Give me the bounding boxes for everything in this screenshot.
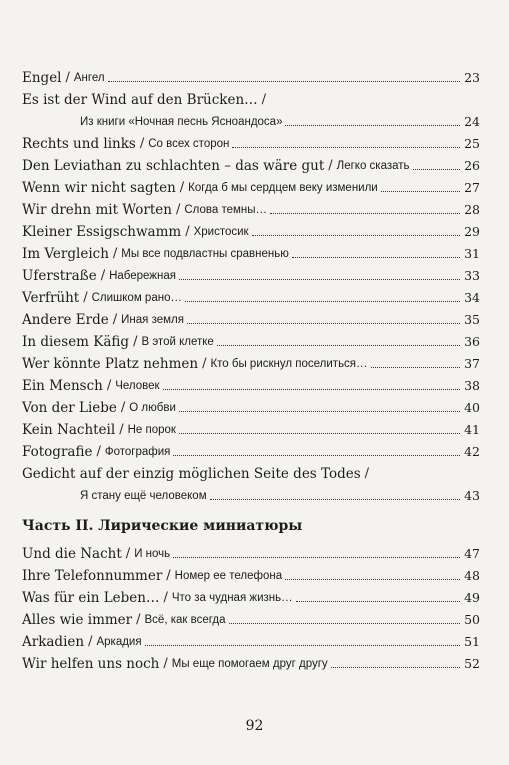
entry-page-number: 40 — [464, 400, 480, 415]
entry-page-number: 52 — [464, 656, 480, 671]
entry-separator: / — [83, 290, 88, 305]
entry-russian-title: Не порок — [127, 424, 176, 436]
toc-entry — [22, 130, 480, 152]
entry-german-title: Ein Mensch — [22, 378, 103, 394]
toc-entry — [22, 328, 480, 350]
entry-separator: / — [133, 334, 138, 349]
entry-russian-title: Христосик — [193, 226, 249, 238]
leader-dots — [296, 601, 460, 602]
entry-german-title: Wer könnte Platz nehmen — [22, 356, 199, 372]
leader-dots — [173, 455, 460, 456]
entry-separator: / — [125, 546, 131, 561]
entry-german-title: Kein Nachteil — [22, 422, 116, 438]
entry-separator: / — [163, 590, 168, 605]
table-of-contents — [22, 64, 480, 672]
entry-page-number: 43 — [464, 488, 480, 503]
leader-dots — [229, 623, 460, 624]
toc-entry — [22, 218, 480, 240]
entry-russian-title: Слова темны… — [184, 204, 268, 216]
entry-page-number: 27 — [464, 180, 480, 195]
entry-separator: / — [88, 634, 93, 649]
toc-entry — [22, 86, 480, 130]
leader-dots — [285, 125, 460, 126]
toc-entry — [22, 606, 480, 628]
entry-russian-title: Ангел — [73, 72, 105, 84]
leader-dots — [163, 389, 460, 390]
entry-page-number: 42 — [464, 444, 480, 459]
toc-entry — [22, 460, 480, 504]
leader-dots — [185, 301, 460, 302]
entry-russian-title: И ночь — [134, 548, 171, 560]
toc-entry — [22, 562, 480, 584]
toc-entry — [22, 174, 480, 196]
leader-dots — [217, 345, 460, 346]
leader-dots — [179, 279, 460, 280]
entry-page-number: 41 — [464, 422, 480, 437]
entry-separator: / — [136, 612, 141, 627]
entry-page-number: 50 — [464, 612, 480, 627]
entry-russian-title: Кто бы рискнул поселиться… — [210, 358, 368, 370]
entry-page-number: 36 — [464, 334, 480, 349]
toc-entry — [22, 152, 480, 174]
entry-german-title: Andere Erde — [22, 312, 109, 328]
entry-page-number: 49 — [464, 590, 480, 605]
entry-page-number: 29 — [464, 224, 480, 239]
entry-russian-title: Я стану ещё человеком — [80, 490, 207, 502]
leader-dots — [210, 499, 460, 500]
entry-german-title: Kleiner Essigschwamm — [22, 224, 182, 240]
entry-german-title: Verfrüht — [22, 290, 80, 306]
entry-page-number: 23 — [464, 70, 480, 85]
toc-entry — [22, 350, 480, 372]
leader-dots — [252, 235, 460, 236]
toc-entry — [22, 438, 480, 460]
entry-separator: / — [96, 444, 101, 459]
entry-russian-title: Легко сказать — [336, 160, 410, 172]
entry-separator: / — [120, 400, 126, 415]
entry-german-title: Und die Nacht — [22, 546, 122, 562]
toc-entry — [22, 650, 480, 672]
entry-russian-title: Слишком рано… — [91, 292, 182, 304]
leader-dots — [292, 257, 460, 258]
entry-page-number: 47 — [464, 546, 480, 561]
entry-russian-title: Когда б мы сердцем веку изменили — [188, 182, 378, 194]
entry-separator: / — [163, 656, 168, 671]
entry-separator: / — [175, 202, 181, 217]
entry-russian-title: Что за чудная жизнь… — [171, 592, 293, 604]
entry-german-title: In diesem Käfig — [22, 334, 130, 350]
toc-entry — [22, 628, 480, 650]
entry-separator: / — [112, 246, 118, 261]
section-heading: Часть II. Лирические миниатюры — [22, 518, 303, 534]
entry-page-number: 34 — [464, 290, 480, 305]
entry-page-number: 37 — [464, 356, 480, 371]
entry-russian-title: Номер ее телефона — [174, 570, 283, 582]
entry-russian-title: В этой клетке — [141, 336, 214, 348]
toc-entry — [22, 540, 480, 562]
entry-page-number: 31 — [464, 246, 480, 261]
entry-german-title: Gedicht auf der einzig möglichen Seite des Todes — [22, 466, 361, 482]
toc-entry — [22, 240, 480, 262]
leader-dots — [145, 645, 460, 646]
entry-page-number: 24 — [464, 114, 480, 129]
entry-russian-title: Из книги «Ночная песнь Ясноандоса» — [80, 116, 283, 128]
leader-dots — [270, 213, 460, 214]
entry-german-title: Wir helfen uns noch — [22, 656, 160, 672]
toc-entry — [22, 372, 480, 394]
entry-separator: / — [261, 92, 267, 107]
entry-russian-title: Мы все подвластны сравненью — [121, 248, 289, 260]
entry-separator: / — [106, 378, 112, 393]
page-number: 92 — [245, 718, 264, 734]
entry-german-title: Den Leviathan zu schlachten – das wäre gut — [22, 158, 325, 174]
toc-entry — [22, 584, 480, 606]
entry-separator: / — [65, 70, 70, 85]
entry-separator: / — [185, 224, 190, 239]
entry-russian-title: Иная земля — [121, 314, 184, 326]
toc-entry — [22, 196, 480, 218]
entry-german-title: Rechts und links — [22, 136, 136, 152]
entry-russian-title: Со всех сторон — [148, 138, 230, 150]
entry-german-title: Wir drehn mit Worten — [22, 202, 172, 218]
toc-entry — [22, 394, 480, 416]
toc-entry — [22, 64, 480, 86]
entry-page-number: 33 — [464, 268, 480, 283]
entry-page-number: 35 — [464, 312, 480, 327]
entry-german-title: Fotografie — [22, 444, 93, 460]
entry-german-title: Von der Liebe — [22, 400, 117, 416]
entry-page-number: 28 — [464, 202, 480, 217]
toc-entry — [22, 284, 480, 306]
leader-dots — [173, 557, 460, 558]
entry-german-title: Alles wie immer — [22, 612, 133, 628]
toc-entry — [22, 416, 480, 438]
entry-separator: / — [139, 136, 145, 151]
leader-dots — [232, 147, 460, 148]
entry-separator: / — [166, 568, 171, 583]
entry-german-title: Arkadien — [22, 634, 85, 650]
entry-page-number: 48 — [464, 568, 480, 583]
entry-german-title: Uferstraße — [22, 268, 97, 284]
entry-separator: / — [364, 466, 370, 481]
entry-russian-title: Всё, как всегда — [144, 614, 226, 626]
entry-separator: / — [202, 356, 207, 371]
entry-separator: / — [179, 180, 185, 195]
leader-dots — [108, 81, 460, 82]
entry-russian-title: Аркадия — [96, 636, 142, 648]
leader-dots — [331, 667, 460, 668]
leader-dots — [285, 579, 460, 580]
toc-entry — [22, 306, 480, 328]
entry-page-number: 26 — [464, 158, 480, 173]
entry-russian-title: Набережная — [109, 270, 176, 282]
leader-dots — [187, 323, 460, 324]
toc-entry — [22, 262, 480, 284]
leader-dots — [371, 367, 460, 368]
entry-russian-title: О любви — [129, 402, 176, 414]
leader-dots — [413, 169, 460, 170]
entry-russian-title: Мы еще помогаем друг другу — [171, 658, 328, 670]
entry-separator: / — [328, 158, 333, 173]
entry-german-title: Wenn wir nicht sagten — [22, 180, 176, 196]
leader-dots — [381, 191, 460, 192]
entry-german-title: Engel — [22, 70, 62, 86]
leader-dots — [179, 411, 460, 412]
entry-page-number: 38 — [464, 378, 480, 393]
entry-german-title: Ihre Telefonnummer — [22, 568, 163, 584]
leader-dots — [179, 433, 460, 434]
entry-russian-title: Человек — [115, 380, 160, 392]
entry-page-number: 25 — [464, 136, 480, 151]
entry-separator: / — [100, 268, 106, 283]
entry-separator: / — [112, 312, 118, 327]
entry-german-title: Im Vergleich — [22, 246, 109, 262]
entry-russian-title: Фотография — [104, 446, 171, 458]
entry-separator: / — [119, 422, 124, 437]
entry-german-title: Was für ein Leben… — [22, 590, 160, 606]
entry-german-title: Es ist der Wind auf den Brücken… — [22, 92, 258, 108]
entry-page-number: 51 — [464, 634, 480, 649]
